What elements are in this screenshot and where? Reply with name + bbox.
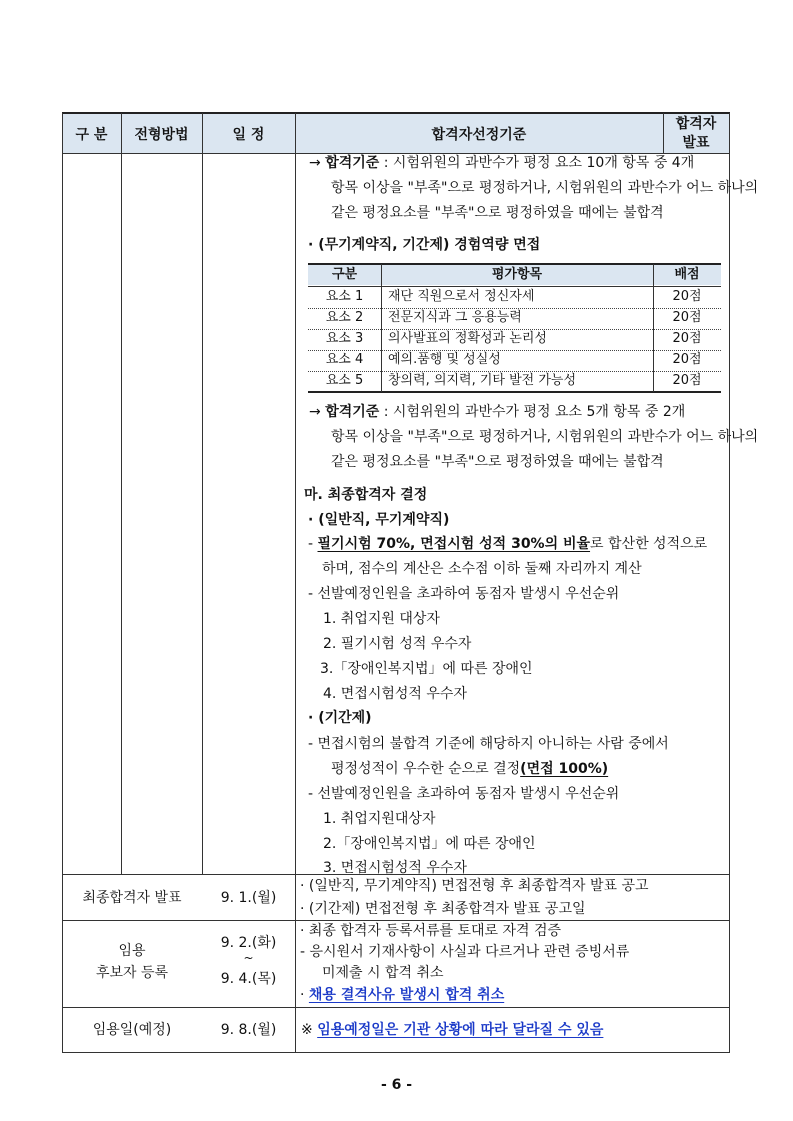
note-mark: ※ <box>301 1022 318 1038</box>
general-rule-2: - 선발예정인원을 초과하여 동점자 발생시 우선순위 <box>308 586 620 602</box>
general-rule-1 <box>308 534 707 554</box>
header-announce <box>663 115 729 153</box>
sub-header-factor: 구분 <box>331 267 358 282</box>
registration-label-line2: 후보자 등록 <box>95 965 169 981</box>
header-method: 전형방법 <box>134 127 189 143</box>
header-announce-line2: 발표 <box>682 135 710 151</box>
header-category: 구 분 <box>75 127 108 143</box>
row-factor: 요소 5 <box>325 373 364 388</box>
appointment-note <box>301 1020 603 1040</box>
row-divider-3 <box>62 1007 730 1008</box>
ratio-text: 필기시험 70%, 면접시험 성적 30%의 비율 <box>317 536 591 552</box>
row-factor: 요소 2 <box>325 310 364 325</box>
mid-criteria-line1 <box>309 402 685 422</box>
registration-date-end: 9. 4.(목) <box>220 971 277 987</box>
list-item: 2.「장애인복지법」에 따른 장애인 <box>323 836 536 852</box>
registration-date-start: 9. 2.(화) <box>220 935 277 951</box>
registration-label-line1: 임용 <box>118 943 146 959</box>
criteria-label: 합격기준 <box>325 404 380 420</box>
final-announce-label: 최종합격자 발표 <box>82 890 182 906</box>
general-title: · (일반직, 무기계약직) <box>308 512 450 528</box>
row-factor: 요소 3 <box>325 331 364 346</box>
col-divider-2 <box>202 113 203 875</box>
appointment-label: 임용일(예정) <box>92 1022 172 1038</box>
sub-header-score: 배점 <box>674 267 700 282</box>
registration-line1: · 최종 합격자 등록서류를 토대로 자격 검증 <box>300 923 562 939</box>
registration-date-tilde: ~ <box>243 951 254 965</box>
general-rule-1-line2: 하며, 점수의 계산은 소수점 이하 둘째 자리까지 계산 <box>322 561 642 577</box>
table-bottom-border <box>62 1052 730 1053</box>
registration-line4 <box>300 985 504 1005</box>
col-divider-3 <box>295 113 296 1053</box>
mid-criteria-line3: 같은 평정요소를 "부족"으로 평정하였을 때에는 불합격 <box>331 454 664 470</box>
header-announce-line1: 합격자 <box>675 116 717 132</box>
row-item: 예의.품행 및 성실성 <box>388 352 501 367</box>
bullet: · <box>300 987 309 1003</box>
arrow: → <box>309 404 321 420</box>
list-item: 4. 면접시험성적 우수자 <box>323 686 467 702</box>
criteria-text: : 시험위원의 과반수가 평정 요소 5개 항목 중 2개 <box>379 404 686 420</box>
criteria-text: : 시험위원의 과반수가 평정 요소 10개 항목 중 4개 <box>379 155 695 171</box>
col-divider-1 <box>121 113 122 875</box>
registration-line2: - 응시원서 기재사항이 사실과 다르거나 관련 증빙서류 <box>300 944 630 960</box>
list-item: 3. 면접시험성적 우수자 <box>323 860 467 876</box>
interview-title: · (무기계약직, 기간제) 경험역량 면접 <box>308 237 541 253</box>
header-criteria: 합격자선정기준 <box>431 127 527 143</box>
ratio-rest: 로 합산한 성적으로 <box>590 536 708 552</box>
row-factor: 요소 1 <box>325 289 364 304</box>
table-left-border <box>62 113 63 1053</box>
list-item: 1. 취업지원 대상자 <box>323 611 440 627</box>
row-score: 20점 <box>672 289 702 304</box>
mid-criteria-line2: 항목 이상을 "부족"으로 평정하거나, 시험위원의 과반수가 어느 하나의 <box>331 429 759 445</box>
final-announce-line1: · (일반직, 무기계약직) 면접전형 후 최종합격자 발표 공고 <box>300 878 649 894</box>
sub-table-bottom <box>308 391 721 393</box>
appointment-date: 9. 8.(월) <box>220 1022 277 1038</box>
list-item: 3.「장애인복지법」에 따른 장애인 <box>320 661 533 677</box>
top-criteria-line1 <box>309 153 694 173</box>
arrow: → <box>309 155 321 171</box>
page-number: - 6 - <box>380 1077 413 1093</box>
disqualification-notice: 채용 결격사유 발생시 합격 취소 <box>308 987 505 1003</box>
top-criteria-line3: 같은 평정요소를 "부족"으로 평정하였을 때에는 불합격 <box>331 205 664 221</box>
sub-header-item: 평가항목 <box>491 267 543 282</box>
row-score: 20점 <box>672 331 702 346</box>
final-announce-date: 9. 1.(월) <box>220 890 277 906</box>
row-score: 20점 <box>672 373 702 388</box>
interview-ratio: (면접 100%) <box>520 761 609 777</box>
row-item: 전문지식과 그 응용능력 <box>388 310 522 325</box>
row-score: 20점 <box>672 310 702 325</box>
row-score: 20점 <box>672 352 702 367</box>
row-factor: 요소 4 <box>325 352 364 367</box>
criteria-label: 합격기준 <box>325 155 380 171</box>
temp-rule-1-line2 <box>331 759 608 779</box>
final-title: 마. 최종합격자 결정 <box>304 487 428 503</box>
temp-title: · (기간제) <box>308 710 372 726</box>
top-criteria-line2: 항목 이상을 "부족"으로 평정하거나, 시험위원의 과반수가 어느 하나의 <box>331 180 759 196</box>
temp-rule-1: - 면접시험의 불합격 기준에 해당하지 아니하는 사람 중에서 <box>308 736 669 752</box>
list-item: 2. 필기시험 성적 우수자 <box>323 636 472 652</box>
temp-rule-text: 평정성적이 우수한 순으로 결정 <box>331 761 521 777</box>
header-schedule: 일 정 <box>232 127 265 143</box>
dash: - <box>308 536 318 552</box>
row-item: 의사발표의 정확성과 논리성 <box>388 331 547 346</box>
registration-line3: 미제출 시 합격 취소 <box>322 965 444 981</box>
temp-rule-2: - 선발예정인원을 초과하여 동점자 발생시 우선순위 <box>308 786 620 802</box>
appointment-notice: 임용예정일은 기관 상황에 따라 달라질 수 있음 <box>317 1022 604 1038</box>
row-item: 재단 직원으로서 정신자세 <box>388 289 535 304</box>
table-right-border <box>729 113 730 1053</box>
final-announce-line2: · (기간제) 면접전형 후 최종합격자 발표 공고일 <box>300 901 586 917</box>
table-top-border <box>62 112 730 114</box>
list-item: 1. 취업지원대상자 <box>323 811 436 827</box>
row-item: 창의력, 의지력, 기타 발전 가능성 <box>388 373 577 388</box>
